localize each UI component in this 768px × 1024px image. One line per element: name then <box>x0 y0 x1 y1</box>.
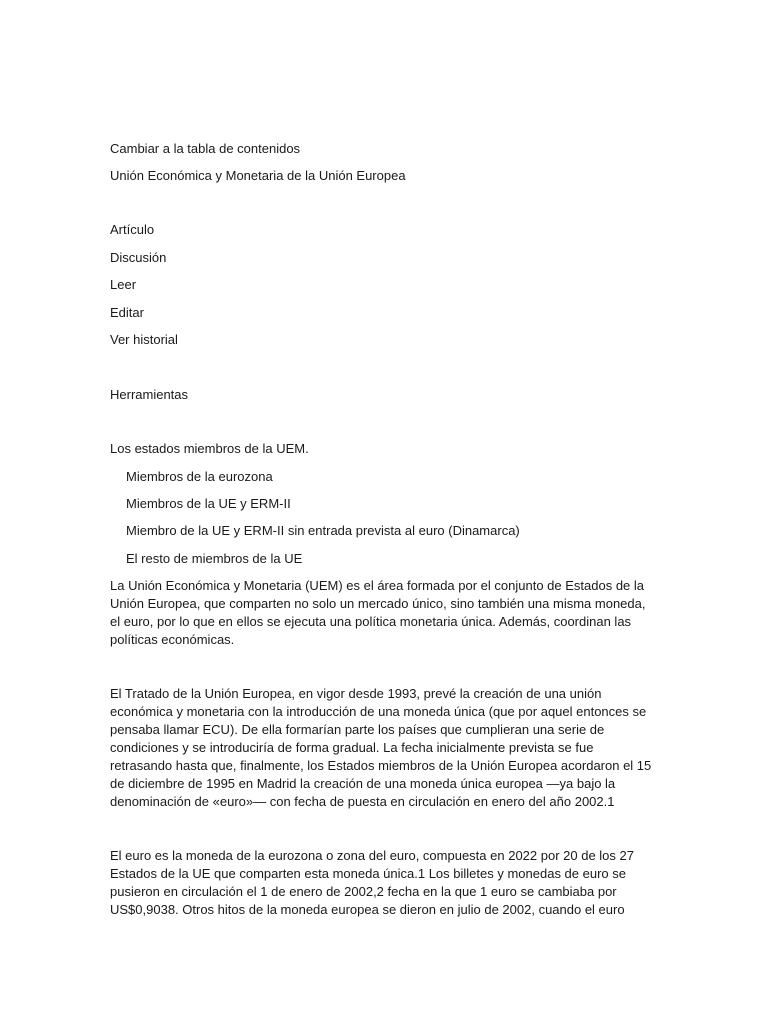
legend-item: Miembro de la UE y ERM-II sin entrada prevista al euro (Dinamarca) <box>126 523 520 538</box>
body-paragraph: El Tratado de la Unión Europea, en vigor desde 1993, prevé la creación de una unión económica y monetaria con la introducción de una moneda única (que por aquel entonces se pensaba llamar ECU). De ella formarían parte los países que cumplieran una serie de condiciones y se introduciría de forma gradual. La fecha inicialmente prevista se fue retrasando hasta que, finalmente, los Estados miembros de la Unión Europea acordaron el 15 de diciembre de 1995 en Madrid la creación de una moneda única europea —ya bajo la denominación de «euro»— con fecha de puesta en circulación en enero del año 2002.1 <box>110 686 652 809</box>
body-paragraph: El euro es la moneda de la eurozona o zona del euro, compuesta en 2022 por 20 de los 27 Estados de la UE que comparten esta moneda única.1 Los billetes y monedas de euro se pusieron en circulación el 1 de enero de 2002,2 fecha en la que 1 euro se cambiaba por US$0,9038. Otros hitos de la moneda europea se dieron en julio de 2002, cuando el euro <box>110 848 634 917</box>
tab-discussion[interactable]: Discusión <box>110 250 167 265</box>
legend-item: El resto de miembros de la UE <box>126 551 303 566</box>
tab-view-history[interactable]: Ver historial <box>110 332 178 347</box>
page-title: Unión Económica y Monetaria de la Unión Europea <box>110 168 406 183</box>
map-caption: Los estados miembros de la UEM. <box>110 441 309 456</box>
tab-read[interactable]: Leer <box>110 277 137 292</box>
skip-to-toc-link[interactable]: Cambiar a la tabla de contenidos <box>110 141 301 156</box>
tab-article[interactable]: Artículo <box>110 222 155 237</box>
tab-edit[interactable]: Editar <box>110 305 144 320</box>
body-paragraph: La Unión Económica y Monetaria (UEM) es el área formada por el conjunto de Estados de la Unión Europea, que comparten no solo un mercado único, sino también una misma moneda, el euro, por lo que en ellos se ejecuta una política monetaria única. Además, coordinan las políticas económicas. <box>110 578 646 647</box>
legend-item: Miembros de la UE y ERM-II <box>126 496 291 511</box>
legend-item: Miembros de la eurozona <box>126 469 273 484</box>
tools-menu[interactable]: Herramientas <box>110 387 189 402</box>
